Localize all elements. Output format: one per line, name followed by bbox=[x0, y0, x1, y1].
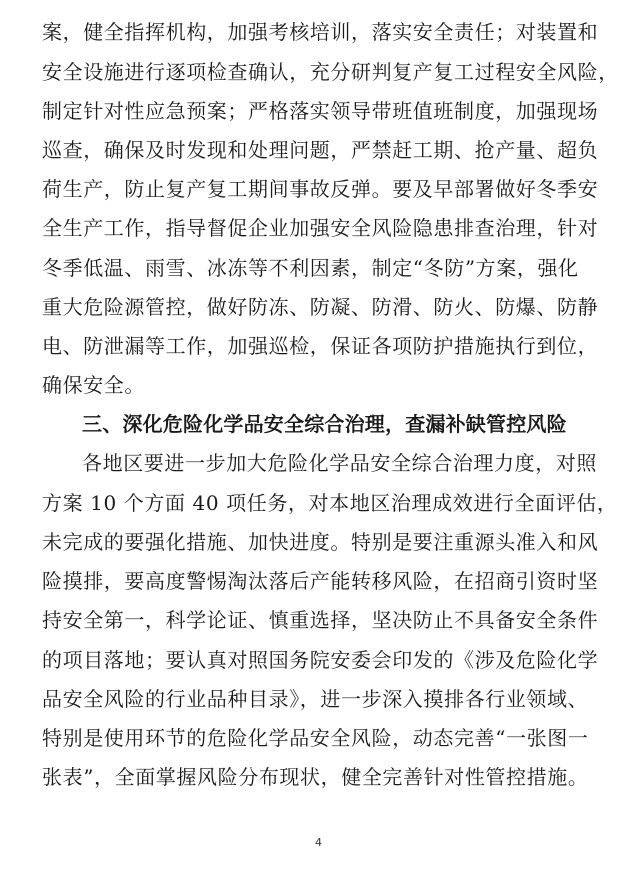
body-text-line: 品安全风险的行业品种目录》，进一步深入摸排各行业领域、 bbox=[42, 687, 589, 711]
body-text-line: 未完成的要强化措施、加快进度。特别是要注重源头准入和风 bbox=[42, 530, 599, 554]
body-text-line: 安全设施进行逐项检查确认，充分研判复产复工过程安全风险， bbox=[42, 60, 619, 84]
body-text-line: 险摸排，要高度警惕淘汰落后产能转移风险，在招商引资时坚 bbox=[42, 569, 599, 593]
body-text-line: 的项目落地；要认真对照国务院安委会印发的《涉及危险化学 bbox=[42, 648, 599, 672]
body-text-line: 荷生产，防止复产复工期间事故反弹。要及早部署做好冬季安 bbox=[42, 177, 599, 201]
body-text-line: 巡查，确保及时发现和处理问题，严禁赶工期、抢产量、超负 bbox=[42, 138, 599, 162]
body-text-line: 持安全第一，科学论证、慎重选择，坚决防止不具备安全条件 bbox=[42, 608, 599, 632]
body-text-line: 案，健全指挥机构，加强考核培训，落实安全责任；对装置和 bbox=[42, 20, 599, 44]
page-number: 4 bbox=[315, 836, 322, 849]
body-text-line: 张表”，全面掌握风险分布现状，健全完善针对性管控措施。 bbox=[42, 765, 589, 789]
body-text-line: 特别是使用环节的危险化学品安全风险，动态完善“一张图一 bbox=[42, 726, 589, 750]
body-text-line: 方案 10 个方面 40 项任务，对本地区治理成效进行全面评估， bbox=[42, 491, 618, 515]
body-text-line: 确保安全。 bbox=[42, 373, 145, 397]
body-text-line: 全生产工作，指导督促企业加强安全风险隐患排查治理，针对 bbox=[42, 216, 599, 240]
body-text-line: 冬季低温、雨雪、冰冻等不利因素，制定“冬防”方案，强化 bbox=[42, 256, 579, 280]
body-text-line: 重大危险源管控，做好防冻、防凝、防滑、防火、防爆、防静 bbox=[42, 295, 599, 319]
body-text-line: 制定针对性应急预案；严格落实领导带班值班制度，加强现场 bbox=[42, 99, 599, 123]
body-text-line: 电、防泄漏等工作，加强巡检，保证各项防护措施执行到位， bbox=[42, 334, 599, 358]
section-heading: 三、深化危险化学品安全综合治理，查漏补缺管控风险 bbox=[82, 412, 567, 436]
paragraph-first-line: 各地区要进一步加大危险化学品安全综合治理力度，对照 bbox=[82, 451, 597, 475]
